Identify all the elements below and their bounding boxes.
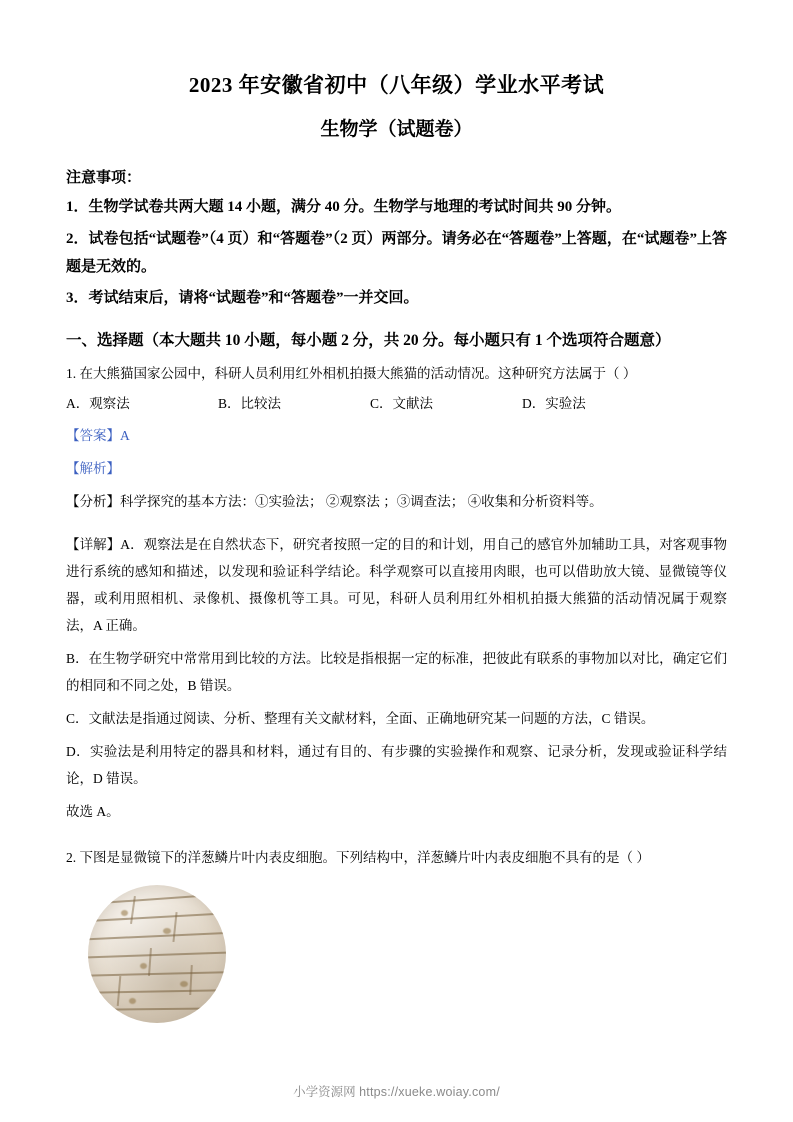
question-1-options bbox=[66, 391, 727, 417]
footer-brand: 小学资源网 bbox=[293, 1085, 356, 1099]
question-2-stem: 2. 下图是显微镜下的洋葱鳞片叶内表皮细胞。下列结构中，洋葱鳞片叶内表皮细胞不具有的是（ ） bbox=[66, 850, 650, 866]
option-a[interactable]: A．观察法 bbox=[66, 395, 130, 411]
question-1-detail-2: B．在生物学研究中常常用到比较的方法。比较是指根据一定的标准，把彼此有联系的事物加以对比，确定它们的相同和不同之处，B 错误。 bbox=[66, 651, 727, 694]
option-d[interactable]: D．实验法 bbox=[522, 395, 586, 411]
question-1-analysis-label: 【解析】 bbox=[66, 461, 120, 477]
notice-item-3: 3．考试结束后，请将“试题卷”和“答题卷”一并交回。 bbox=[66, 290, 419, 307]
question-1-detail-3: C．文献法是指通过阅读、分析、整理有关文献材料，全面、正确地研究某一问题的方法，C 错误。 bbox=[66, 711, 655, 727]
notice-item-2: 2．试卷包括“试题卷”（4 页）和“答题卷”（2 页）两部分。请务必在“答题卷”上答题，在“试题卷”上答题是无效的。 bbox=[66, 230, 727, 275]
question-2-figure bbox=[88, 885, 727, 1023]
question-1-answer: 【答案】A bbox=[66, 428, 130, 444]
footer-watermark bbox=[0, 1082, 793, 1100]
option-b[interactable]: B．比较法 bbox=[218, 395, 282, 411]
question-1-stem: 1. 在大熊猫国家公园中，科研人员利用红外相机拍摄大熊猫的活动情况。这种研究方法属于（ ） bbox=[66, 365, 637, 381]
onion-epidermis-micrograph bbox=[88, 885, 226, 1023]
notice-heading: 注意事项： bbox=[66, 170, 142, 186]
footer-url[interactable]: https://xueke.woiay.com/ bbox=[359, 1085, 500, 1099]
question-1-detail-4: D．实验法是利用特定的器具和材料，通过有目的、有步骤的实验操作和观察、记录分析，发现或验证科学结论，D 错误。 bbox=[66, 744, 727, 787]
question-1-detail-1: 【详解】A．观察法是在自然状态下，研究者按照一定的目的和计划，用自己的感官外加辅助工具，对客观事物进行系统的感知和描述，以发现和验证科学结论。科学观察可以直接用肉眼，也可以借助放大镜、显微镜等仪器，或利用照相机、录像机、摄像机等工具。可见，科研人员利用红外相机拍摄大熊猫的活动情况属于观察法，A 正确。 bbox=[66, 537, 727, 634]
notice-item-1: 1．生物学试卷共两大题 14 小题，满分 40 分。生物学与地理的考试时间共 90 分钟。 bbox=[66, 199, 622, 215]
page-subtitle: 生物学（试题卷） bbox=[320, 118, 473, 140]
page-title: 2023 年安徽省初中（八年级）学业水平考试 bbox=[188, 73, 605, 97]
option-c[interactable]: C．文献法 bbox=[370, 395, 434, 411]
question-1-analysis-title: 【分析】科学探究的基本方法：①实验法； ②观察法 ；③调查法； ④收集和分析资料等。 bbox=[66, 494, 603, 510]
question-1-conclusion: 故选 A。 bbox=[66, 804, 120, 820]
section-heading: 一、选择题（本大题共 10 小题，每小题 2 分，共 20 分。每小题只有 1 个选项符合题意） bbox=[66, 332, 671, 349]
